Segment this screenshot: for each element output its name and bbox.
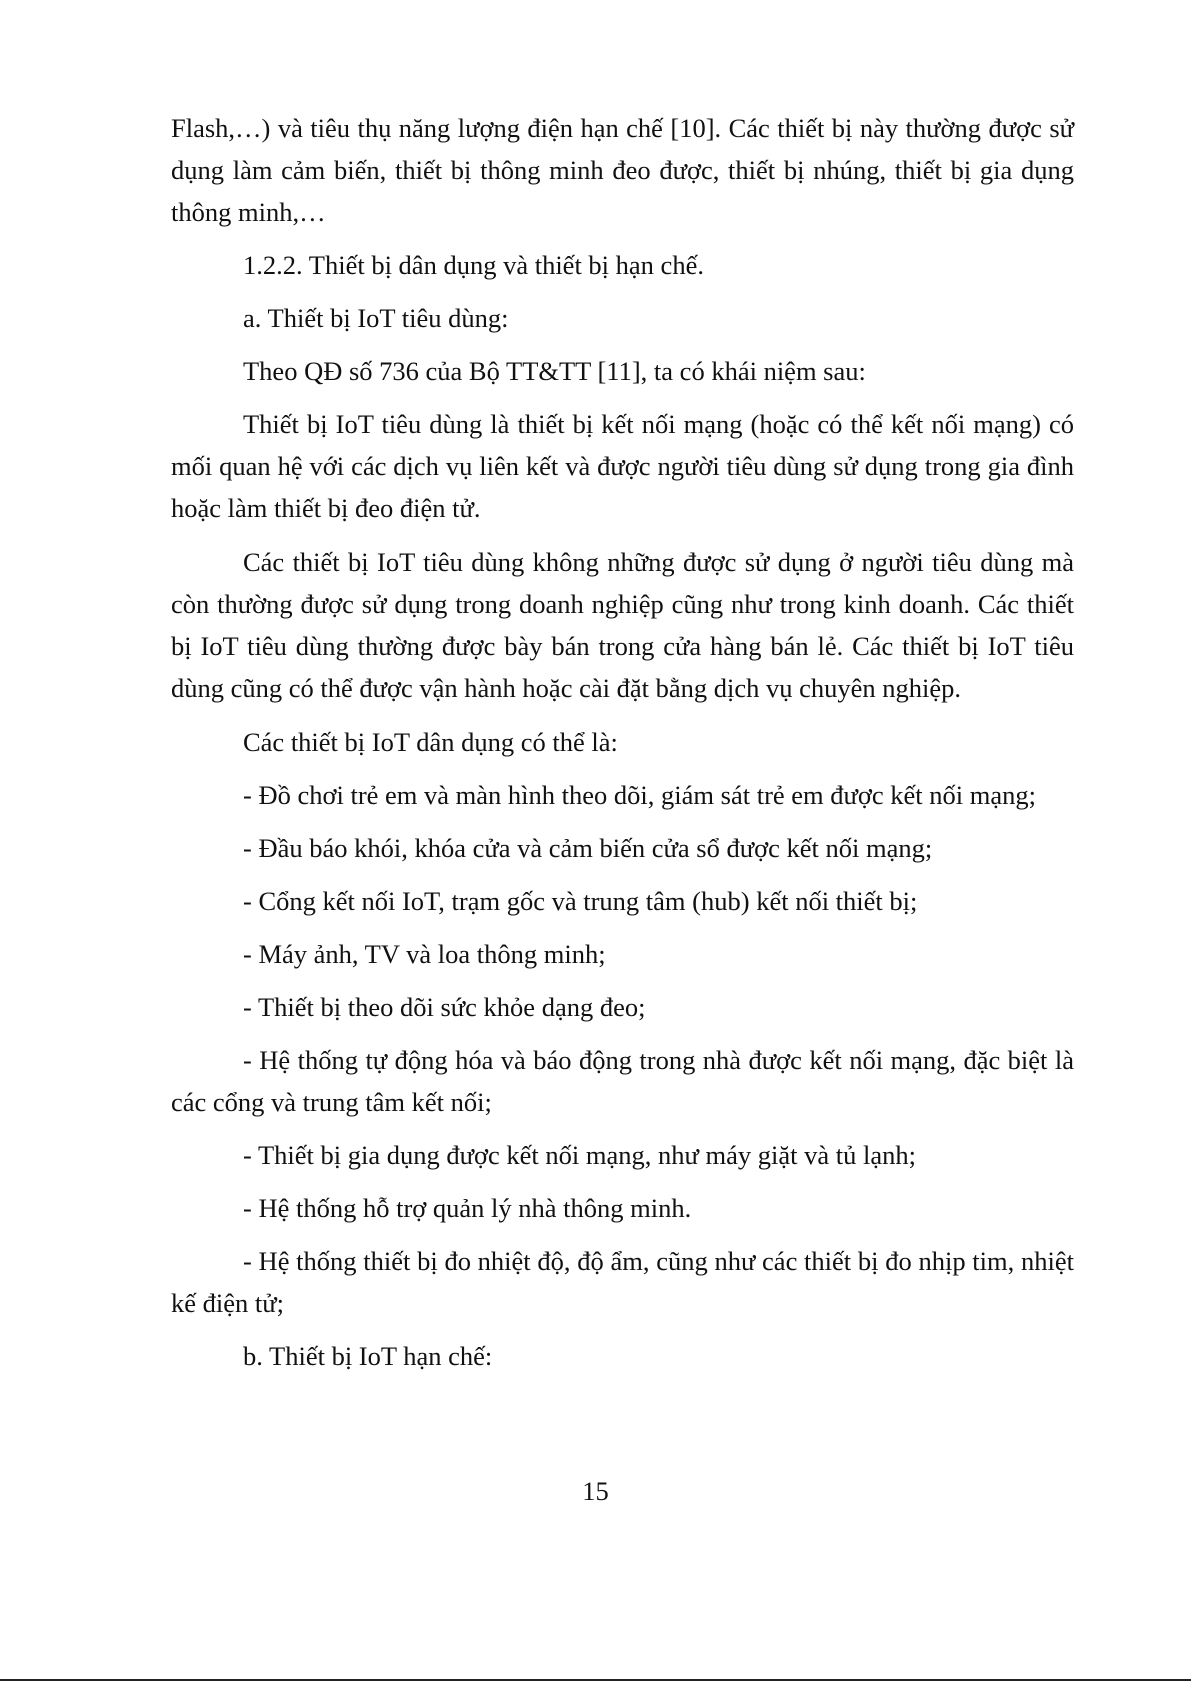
definition-paragraph: Thiết bị IoT tiêu dùng là thiết bị kết nối mạng (hoặc có thể kết nối mạng) có mối quan hệ với các dịch vụ liên kết và được người tiêu dùng sử dụng trong gia đình hoặc làm thiết bị đeo điện tử. xyxy=(171,409,1074,523)
subsection-heading: a. Thiết bị IoT tiêu dùng: xyxy=(243,303,509,333)
paragraph-continuation: Flash,…) và tiêu thụ năng lượng điện hạn chế [10]. Các thiết bị này thường được sử dụng làm cảm biến, thiết bị thông minh đeo được, thiết bị nhúng, thiết bị gia dụng thông minh,… xyxy=(171,113,1074,227)
list-item: - Máy ảnh, TV và loa thông minh; xyxy=(243,939,606,969)
list-item: - Thiết bị gia dụng được kết nối mạng, như máy giặt và tủ lạnh; xyxy=(243,1140,916,1170)
list-item: - Hệ thống hỗ trợ quản lý nhà thông minh. xyxy=(243,1193,692,1223)
list-item: - Cổng kết nối IoT, trạm gốc và trung tâm (hub) kết nối thiết bị; xyxy=(243,886,918,916)
list-item: - Thiết bị theo dõi sức khỏe dạng đeo; xyxy=(243,992,646,1022)
list-item: - Hệ thống tự động hóa và báo động trong nhà được kết nối mạng, đặc biệt là các cổng và trung tâm kết nối; xyxy=(171,1045,1074,1117)
footer-divider xyxy=(0,1679,1191,1681)
list-item: - Đầu báo khói, khóa cửa và cảm biến cửa sổ được kết nối mạng; xyxy=(243,833,933,863)
section-heading: 1.2.2. Thiết bị dân dụng và thiết bị hạn chế. xyxy=(243,250,704,280)
list-item: - Hệ thống thiết bị đo nhiệt độ, độ ẩm, cũng như các thiết bị đo nhịp tim, nhiệt kế điện tử; xyxy=(171,1246,1074,1318)
list-item: - Đồ chơi trẻ em và màn hình theo dõi, giám sát trẻ em được kết nối mạng; xyxy=(243,780,1037,810)
page-number: 15 xyxy=(582,1476,609,1506)
list-intro: Các thiết bị IoT dân dụng có thể là: xyxy=(243,727,618,757)
subsection-heading: b. Thiết bị IoT hạn chế: xyxy=(243,1341,493,1371)
page-body xyxy=(171,107,1074,1377)
paragraph: Các thiết bị IoT tiêu dùng không những được sử dụng ở người tiêu dùng mà còn thường được sử dụng trong doanh nghiệp cũng như trong kinh doanh. Các thiết bị IoT tiêu dùng thường được bày bán trong cửa hàng bán lẻ. Các thiết bị IoT tiêu dùng cũng có thể được vận hành hoặc cài đặt bằng dịch vụ chuyên nghiệp. xyxy=(171,547,1074,703)
paragraph: Theo QĐ số 736 của Bộ TT&TT [11], ta có khái niệm sau: xyxy=(243,356,866,386)
